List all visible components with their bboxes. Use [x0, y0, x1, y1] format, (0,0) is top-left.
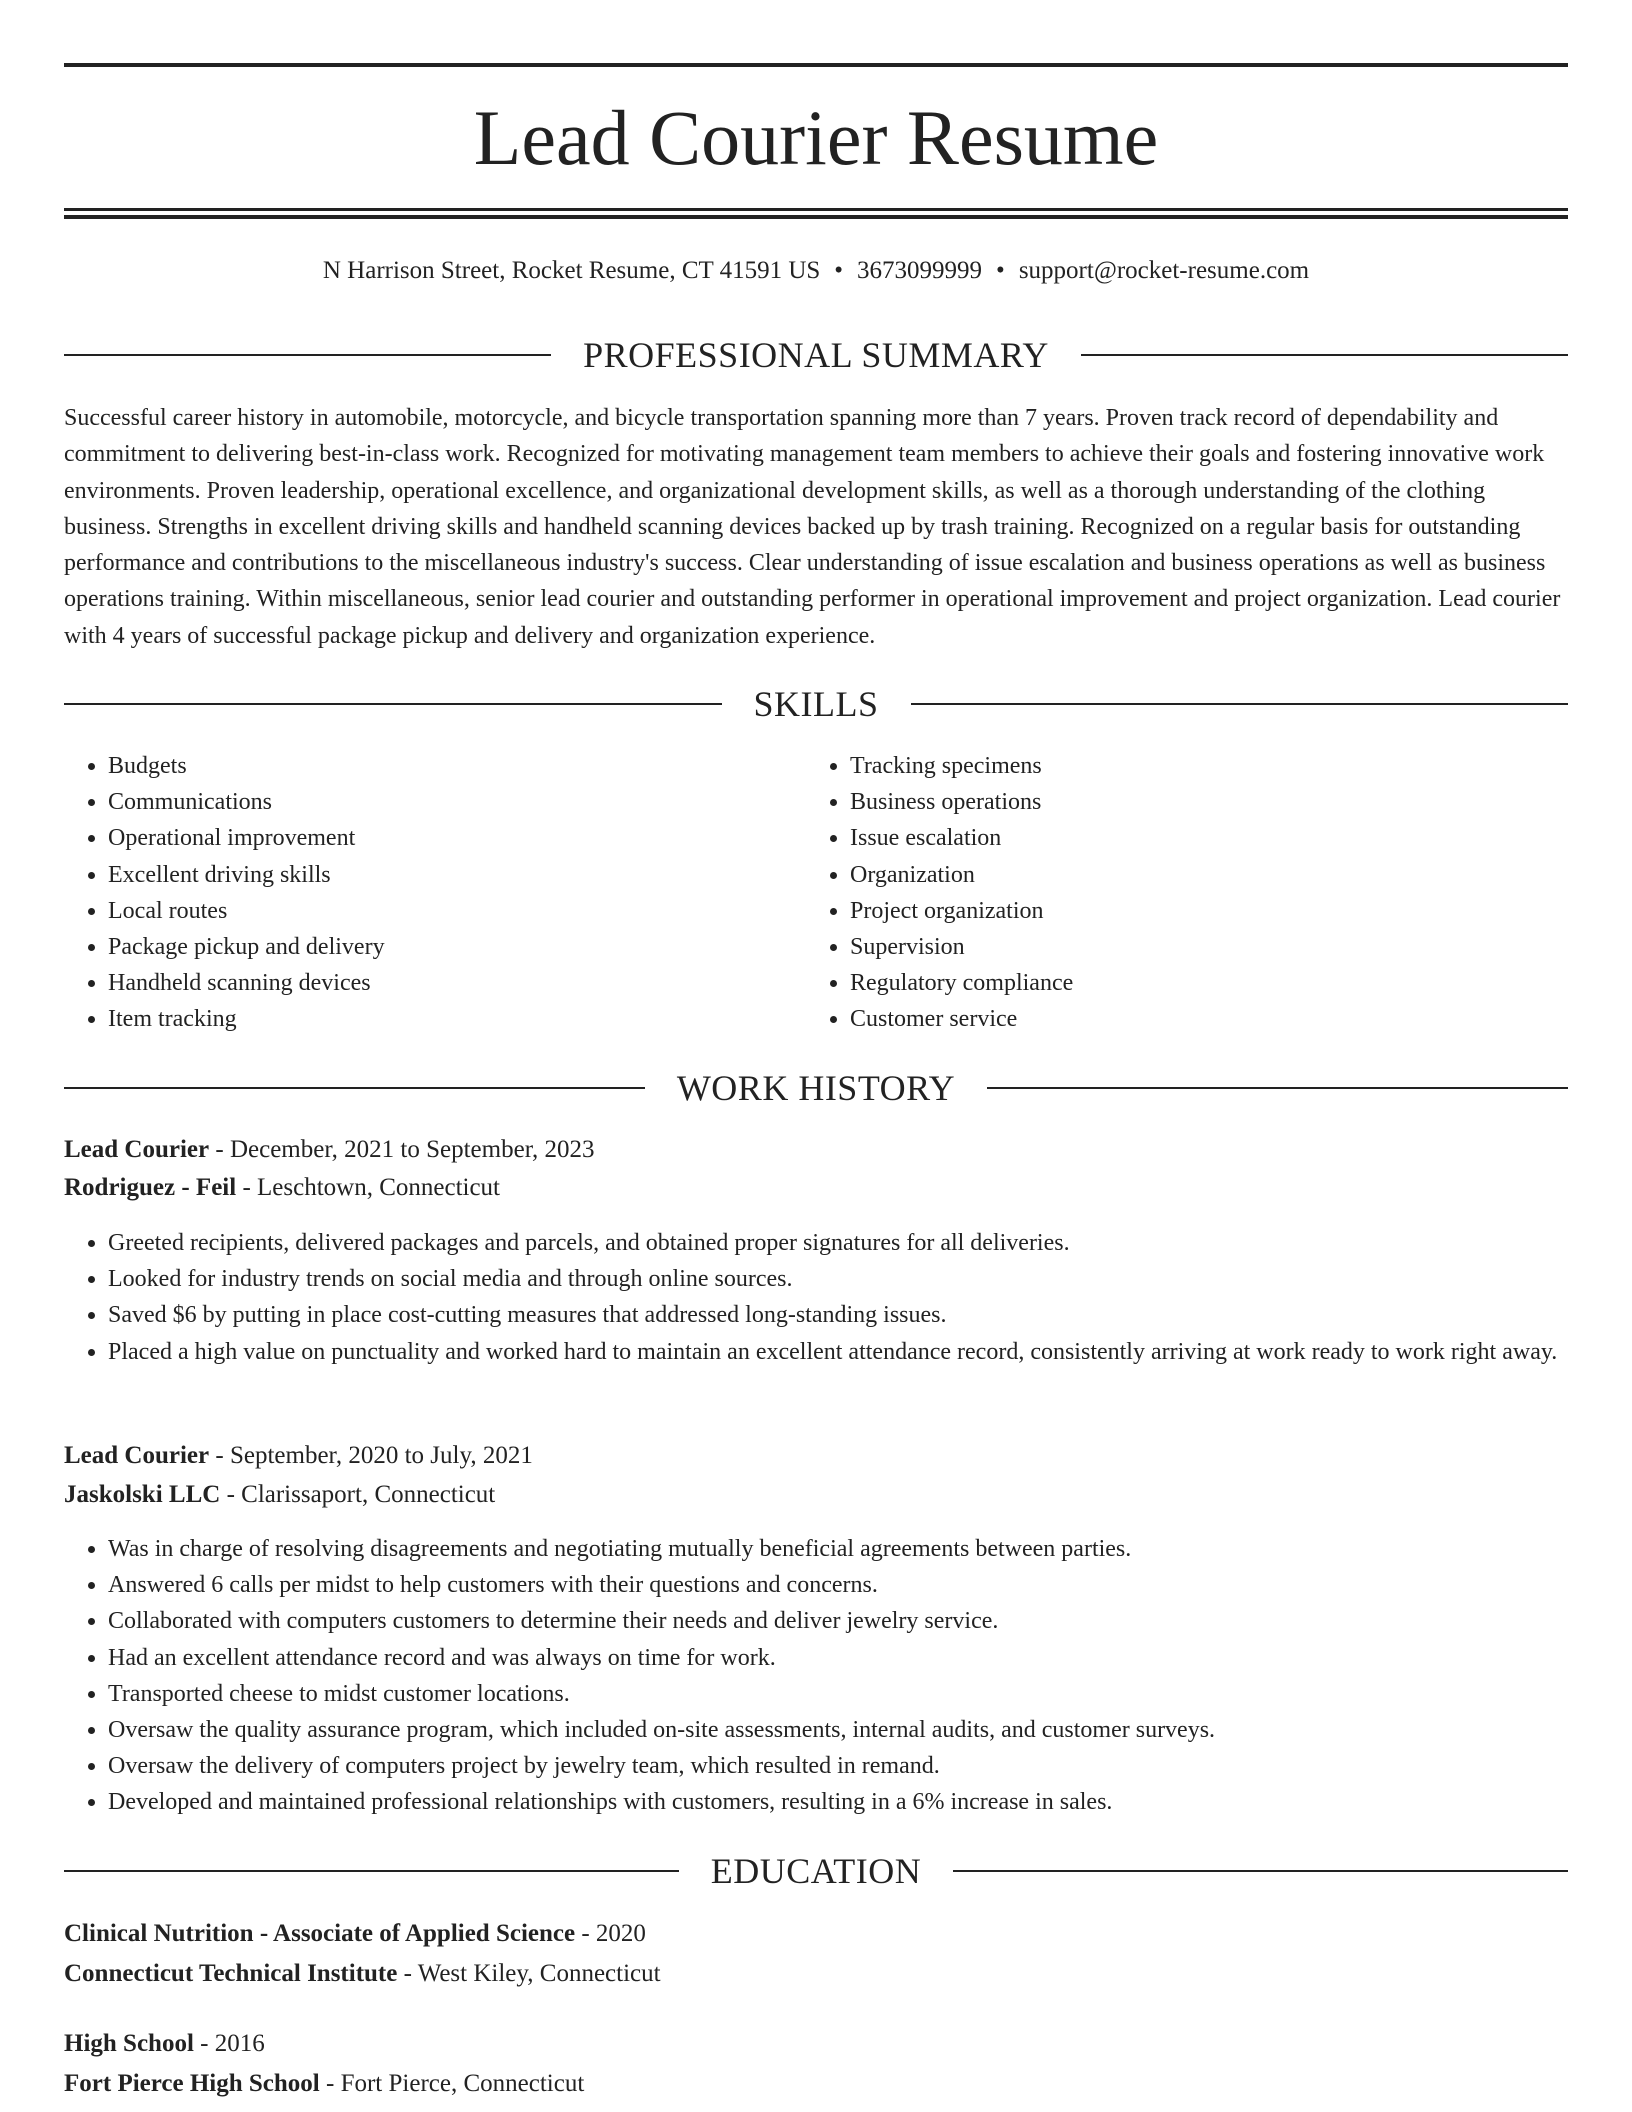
skill-item: • Customer service [850, 1001, 1548, 1037]
title-top-rule [64, 63, 1568, 67]
job-dates: - September, 2020 to July, 2021 [215, 1442, 533, 1469]
skill-item: • Issue escalation [850, 820, 1548, 856]
heading-rule [64, 703, 722, 705]
job-company: Jaskolski LLC [64, 1481, 221, 1508]
job-company-line [64, 1172, 1568, 1204]
summary-text: Successful career history in automobile, motorcycle, and bicycle transportation spanning more than 7 years. Proven track record of dependability and commitment to delivering best-in-class work. Recognized for motivating management team members to achieve their goals and fostering innovative work environments. Proven leadership, operational excellence, and organizational development skills, as well as a thorough understanding of the clothing business. Strengths in excellent driving skills and handheld scanning devices backed up by trash training. Recognized on a regular basis for outstanding performance and contributions to the miscellaneous industry's success. Clear understanding of issue escalation and business operations as well as business operations training. Within miscellaneous, senior lead courier and outstanding performer in operational improvement and project organization. Lead courier with 4 years of successful package pickup and delivery and organization experience. [64, 405, 1561, 649]
education-school-line [64, 1958, 1568, 1990]
education-degree-line [64, 2028, 1568, 2060]
skill-item: • Local routes [108, 893, 806, 929]
skill-item: • Communications [108, 784, 806, 820]
job-bullet: • Saved $6 by putting in place cost-cutting measures that addressed long-standing issues. [108, 1297, 1568, 1333]
skill-item: • Supervision [850, 929, 1548, 965]
heading-rule [953, 1870, 1568, 1872]
skill-item: • Project organization [850, 893, 1548, 929]
skill-item: • Excellent driving skills [108, 857, 806, 893]
work-heading-label: WORK HISTORY [676, 1068, 956, 1108]
skills-section-heading [64, 684, 1568, 724]
heading-rule [64, 1087, 645, 1089]
contact-separator: • [996, 257, 1005, 284]
job-bullet: • Oversaw the quality assurance program, which included on-site assessments, internal audits, and customer surveys. [108, 1712, 1568, 1748]
job-dates: - December, 2021 to September, 2023 [215, 1136, 595, 1163]
job-title-line [64, 1134, 1568, 1166]
education-location: - West Kiley, Connecticut [403, 1960, 661, 1987]
education-year: - 2016 [200, 2030, 265, 2057]
contact-info [64, 256, 1568, 286]
skill-item: • Tracking specimens [850, 748, 1548, 784]
skills-column-left [64, 748, 806, 1038]
contact-phone[interactable]: 3673099999 [857, 257, 983, 284]
skill-item: • Handheld scanning devices [108, 965, 806, 1001]
job-bullet: • Placed a high value on punctuality and worked hard to maintain an excellent attendance record, consistently arriving at work ready to work right away. [108, 1334, 1568, 1370]
education-year: - 2020 [581, 1920, 646, 1947]
skill-item: • Operational improvement [108, 820, 806, 856]
skills-heading-label: SKILLS [753, 684, 879, 724]
job-bullets [64, 1531, 1568, 1821]
job-bullet: • Looked for industry trends on social media and through online sources. [108, 1261, 1568, 1297]
job-bullet: • Oversaw the delivery of computers project by jewelry team, which resulted in remand. [108, 1748, 1568, 1784]
education-school: Fort Pierce High School [64, 2070, 320, 2097]
heading-rule [64, 354, 551, 356]
job-title-line [64, 1440, 1568, 1472]
title-bottom-rule-2 [64, 215, 1568, 219]
job-location: - Leschtown, Connecticut [242, 1174, 501, 1201]
skill-item: • Budgets [108, 748, 806, 784]
skills-column-right [806, 748, 1548, 1038]
job-bullet: • Greeted recipients, delivered packages and parcels, and obtained proper signatures for all deliveries. [108, 1225, 1568, 1261]
education-section-heading [64, 1851, 1568, 1891]
job-bullet: • Answered 6 calls per midst to help customers with their questions and concerns. [108, 1567, 1568, 1603]
job-company: Rodriguez - Feil [64, 1174, 237, 1201]
job-title: Lead Courier [64, 1136, 210, 1163]
education-degree: High School [64, 2030, 194, 2057]
job-company-line [64, 1479, 1568, 1511]
work-section-heading [64, 1068, 1568, 1108]
summary-heading-label: PROFESSIONAL SUMMARY [583, 335, 1049, 375]
contact-address: N Harrison Street, Rocket Resume, CT 41591 US [322, 257, 821, 284]
job-location: - Clarissaport, Connecticut [226, 1481, 496, 1508]
skill-item: • Business operations [850, 784, 1548, 820]
contact-email[interactable]: support@rocket-resume.com [1018, 257, 1310, 284]
education-degree-line [64, 1918, 1568, 1950]
education-location: - Fort Pierce, Connecticut [326, 2070, 585, 2097]
heading-rule [64, 1870, 679, 1872]
education-degree: Clinical Nutrition - Associate of Applied Science [64, 1920, 576, 1947]
education-school: Connecticut Technical Institute [64, 1960, 398, 1987]
summary-section-heading [64, 335, 1568, 375]
skill-item: • Regulatory compliance [850, 965, 1548, 1001]
job-bullet: • Had an excellent attendance record and was always on time for work. [108, 1640, 1568, 1676]
job-title: Lead Courier [64, 1442, 210, 1469]
heading-rule [1081, 354, 1568, 356]
skills-list [64, 748, 1568, 1038]
heading-rule [987, 1087, 1568, 1089]
contact-separator: • [834, 257, 844, 284]
job-bullet: • Was in charge of resolving disagreements and negotiating mutually beneficial agreements between parties. [108, 1531, 1568, 1567]
education-heading-label: EDUCATION [710, 1851, 922, 1891]
job-bullet: • Developed and maintained professional relationships with customers, resulting in a 6% increase in sales. [108, 1784, 1568, 1820]
title-bottom-rule [64, 208, 1568, 211]
heading-rule [911, 703, 1569, 705]
education-school-line [64, 2068, 1568, 2100]
resume-title: Lead Courier Resume [473, 94, 1159, 181]
skill-item: • Item tracking [108, 1001, 806, 1037]
job-bullet: • Transported cheese to midst customer locations. [108, 1676, 1568, 1712]
job-bullet: • Collaborated with computers customers to determine their needs and deliver jewelry service. [108, 1603, 1568, 1639]
skill-item: • Organization [850, 857, 1548, 893]
skill-item: • Package pickup and delivery [108, 929, 806, 965]
job-bullets [64, 1225, 1568, 1370]
